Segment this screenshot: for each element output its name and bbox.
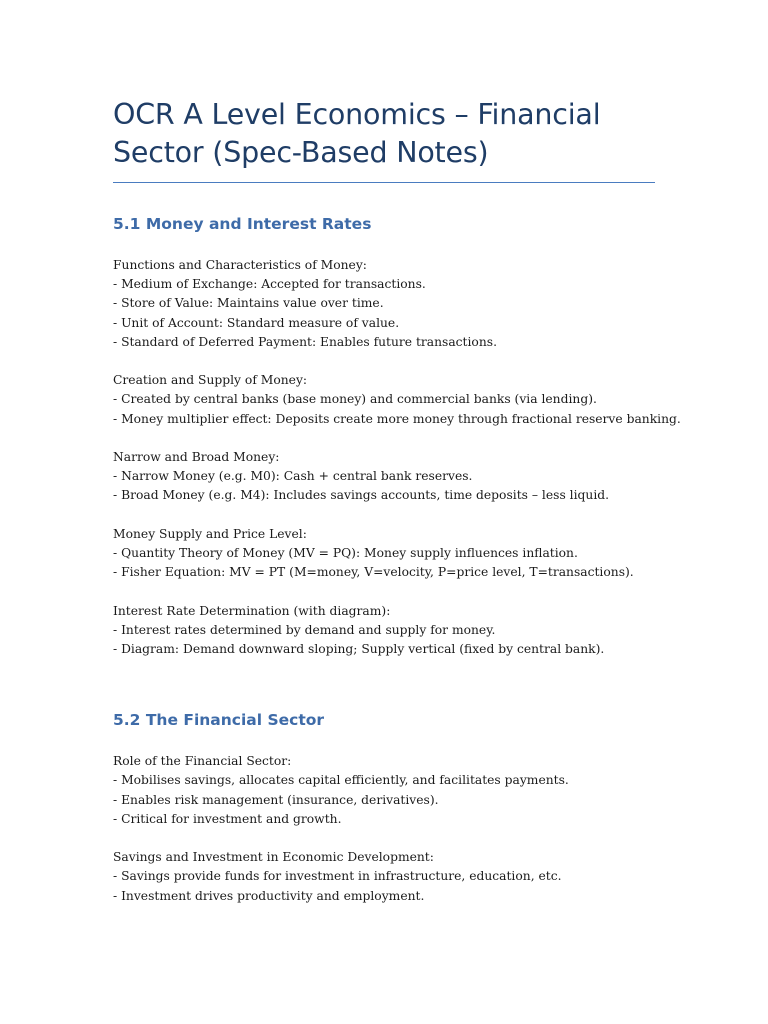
title-underline-divider (113, 182, 655, 183)
note-block-title: Money Supply and Price Level: (113, 526, 307, 541)
note-line: - Unit of Account: Standard measure of value. (113, 315, 400, 330)
note-block-narrow-broad-money (113, 448, 658, 506)
note-line: - Narrow Money (e.g. M0): Cash + central bank reserves. (113, 469, 473, 484)
note-block-title: Narrow and Broad Money: (113, 450, 280, 464)
section-body-financial-sector (113, 752, 658, 906)
page-title-line-2: Sector (Spec-Based Notes) (113, 136, 489, 169)
note-line: - Interest rates determined by demand and supply for money. (113, 622, 496, 637)
note-line: - Mobilises savings, allocates capital efficiently, and facilitates payments. (113, 773, 569, 788)
note-block-interest-rate-determination (113, 602, 658, 660)
note-block-title: Interest Rate Determination (with diagram): (113, 603, 391, 618)
note-block-title: Savings and Investment in Economic Development: (113, 850, 434, 865)
section-body-money-interest-rates (113, 256, 681, 659)
note-line: - Diagram: Demand downward sloping; Supply vertical (fixed by central bank). (113, 642, 605, 656)
section-heading-money-interest-rates: 5.1 Money and Interest Rates (113, 215, 372, 233)
note-line: - Store of Value: Maintains value over time. (113, 296, 384, 311)
note-line: - Quantity Theory of Money (MV = PQ): Money supply influences inflation. (113, 546, 578, 560)
note-line: - Enables risk management (insurance, derivatives). (113, 792, 439, 807)
note-line: - Medium of Exchange: Accepted for transactions. (113, 277, 426, 292)
note-line: - Money multiplier effect: Deposits create more money through fractional reserve banking. (113, 411, 681, 426)
section-heading-financial-sector: 5.2 The Financial Sector (113, 711, 325, 730)
note-block-functions-of-money (113, 256, 658, 352)
document-page (113, 96, 681, 906)
note-block-savings-investment (113, 848, 658, 906)
note-line: - Savings provide funds for investment in infrastructure, education, etc. (113, 869, 562, 884)
note-block-money-supply-price-level (113, 525, 658, 583)
note-line: - Created by central banks (base money) and commercial banks (via lending). (113, 392, 597, 407)
note-line: - Standard of Deferred Payment: Enables future transactions. (113, 334, 497, 349)
note-block-title: Role of the Financial Sector: (113, 754, 292, 769)
note-block-title: Creation and Supply of Money: (113, 373, 308, 388)
note-line: - Critical for investment and growth. (113, 811, 342, 826)
note-line: - Fisher Equation: MV = PT (M=money, V=velocity, P=price level, T=transactions). (113, 565, 634, 580)
note-block-title: Functions and Characteristics of Money: (113, 258, 367, 272)
note-block-role-financial-sector (113, 752, 658, 829)
note-line: - Broad Money (e.g. M4): Includes savings accounts, time deposits – less liquid. (113, 488, 610, 503)
note-block-creation-supply-money (113, 371, 681, 429)
page-title (113, 96, 658, 172)
page-title-line-1: OCR A Level Economics – Financial (113, 98, 601, 131)
note-line: - Investment drives productivity and employment. (113, 888, 425, 903)
